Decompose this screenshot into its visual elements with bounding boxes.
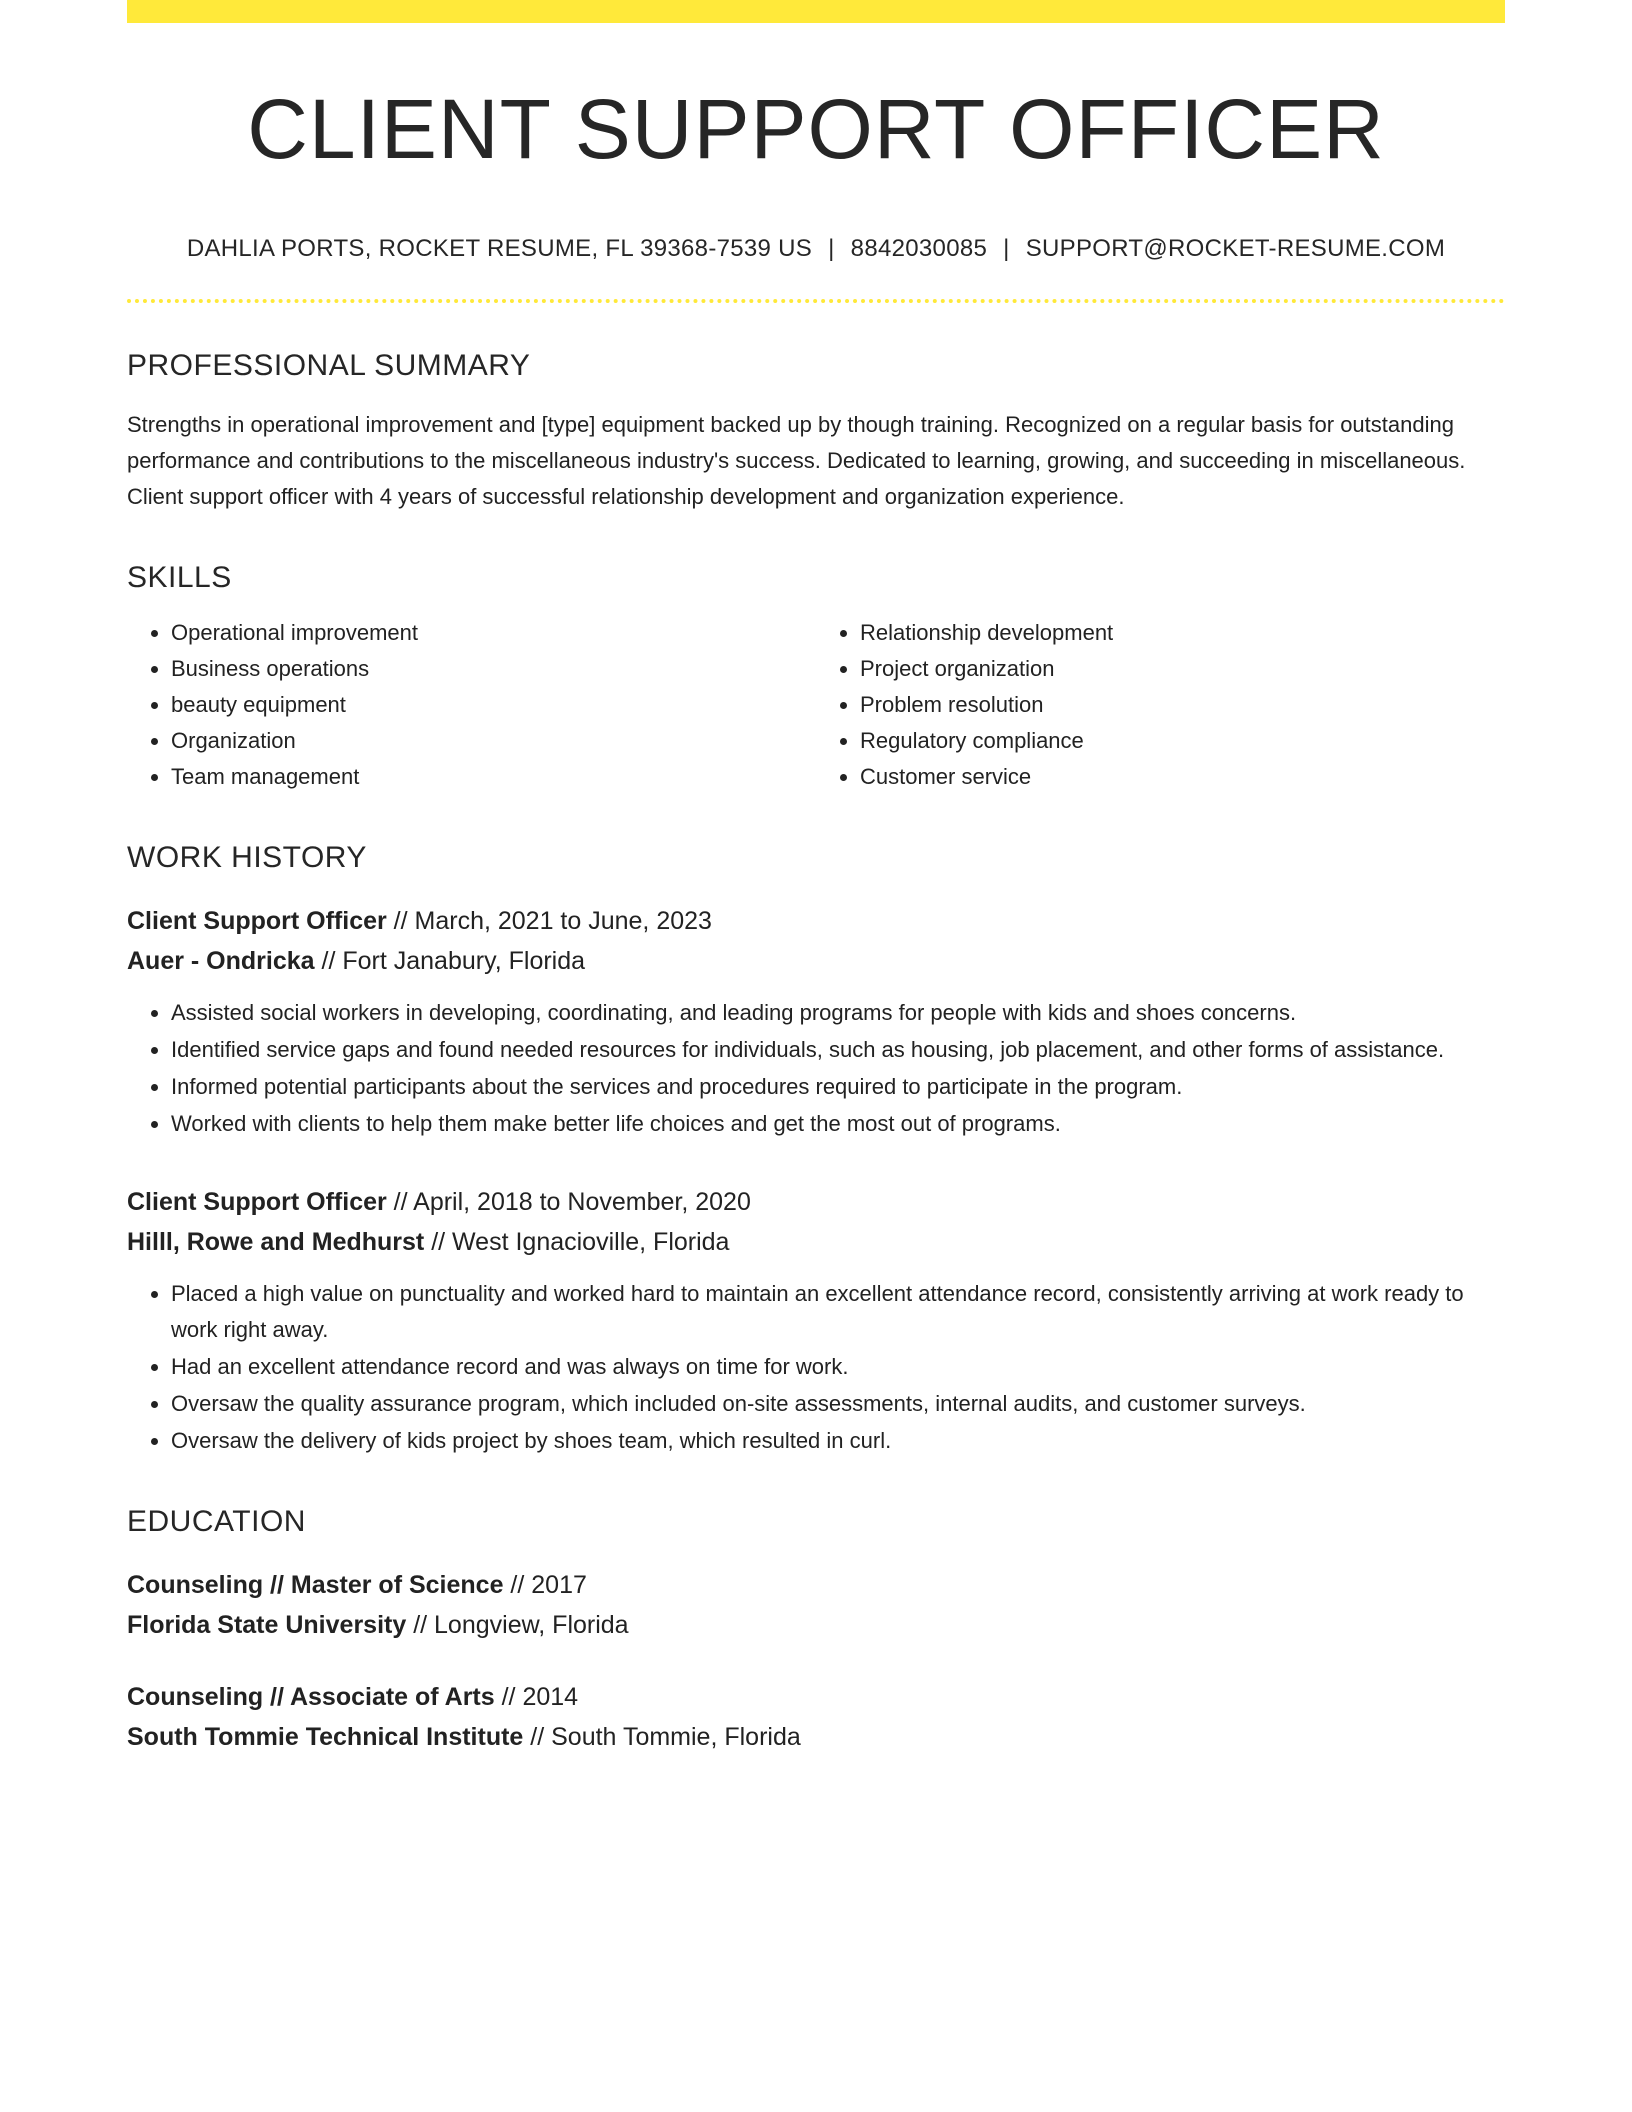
job-company-line: [127, 1222, 1505, 1262]
job-bullet: • Had an excellent attendance record and was always on time for work.: [171, 1349, 1505, 1385]
job-bullets: [127, 995, 1505, 1142]
contact-separator: |: [828, 235, 835, 263]
skill-item: • Project organization: [860, 651, 1505, 687]
job-title: Client Support Officer: [127, 907, 387, 936]
resume-title: CLIENT SUPPORT OFFICER: [247, 82, 1385, 176]
education-year: // 2017: [503, 1571, 587, 1600]
job-company-line: [127, 941, 1505, 981]
job-bullet: • Placed a high value on punctuality and worked hard to maintain an excellent attendance record, consistently arriving at work ready to work right away.: [171, 1276, 1505, 1348]
education-school: Florida State University: [127, 1611, 407, 1640]
skill-item: • Customer service: [860, 759, 1505, 795]
education-school-line: [127, 1717, 1505, 1757]
education-degree-line: [127, 1677, 1505, 1717]
contact-phone: 8842030085: [850, 235, 988, 263]
job-title-line: [127, 901, 1505, 941]
education-year: // 2014: [494, 1683, 579, 1712]
job-company: Hilll, Rowe and Medhurst: [127, 1228, 425, 1257]
education-location: // South Tommie, Florida: [523, 1723, 801, 1752]
skill-item: • Regulatory compliance: [860, 723, 1505, 759]
contact-separator: |: [1003, 235, 1010, 263]
job-dates: // March, 2021 to June, 2023: [386, 907, 712, 936]
skill-item: • Operational improvement: [171, 615, 816, 651]
job-company: Auer - Ondricka: [127, 947, 315, 976]
dotted-divider: [127, 299, 1505, 303]
skill-item: • Organization: [171, 723, 816, 759]
education-degree: Counseling // Master of Science: [127, 1571, 504, 1600]
education-degree-line: [127, 1565, 1505, 1605]
skill-item: • Business operations: [171, 651, 816, 687]
job-bullet: • Informed potential participants about the services and procedures required to participate in the program.: [171, 1069, 1505, 1105]
contact-line: [127, 235, 1505, 263]
job-title: Client Support Officer: [127, 1188, 387, 1217]
job-bullet: • Assisted social workers in developing, coordinating, and leading programs for people with kids and shoes concerns.: [171, 995, 1505, 1031]
job-bullets: [127, 1276, 1505, 1459]
job-dates: // April, 2018 to November, 2020: [386, 1188, 751, 1217]
section-heading-education: EDUCATION: [127, 1505, 306, 1539]
contact-address: DAHLIA PORTS, ROCKET RESUME, FL 39368-7539 US: [186, 235, 813, 263]
job-bullet: • Identified service gaps and found needed resources for individuals, such as housing, job placement, and other forms of assistance.: [171, 1032, 1505, 1068]
job-title-line: [127, 1182, 1505, 1222]
skill-item: • Problem resolution: [860, 687, 1505, 723]
education-entry: [127, 1565, 1505, 1645]
education-degree: Counseling // Associate of Arts: [127, 1683, 495, 1712]
education-school-line: [127, 1605, 1505, 1645]
skill-item: • beauty equipment: [171, 687, 816, 723]
top-accent-bar: [127, 0, 1505, 23]
skill-item: • Relationship development: [860, 615, 1505, 651]
skills-column-left: [127, 615, 816, 795]
section-heading-skills: SKILLS: [127, 561, 232, 595]
education-entry: [127, 1677, 1505, 1757]
job-entry: [127, 901, 1505, 1142]
education-location: // Longview, Florida: [406, 1611, 629, 1640]
job-bullet: • Worked with clients to help them make better life choices and get the most out of programs.: [171, 1106, 1505, 1142]
skills-column-right: [816, 615, 1505, 795]
summary-text: Strengths in operational improvement and [type] equipment backed up by though training. Recognized on a regular basis for outstanding performance and contributions to the miscellaneous industry's success. Dedicated to learning, growing, and succeeding in miscellaneous. Client support officer with 4 years of successful relationship development and organization experience.: [127, 412, 1466, 510]
education-school: South Tommie Technical Institute: [127, 1723, 524, 1752]
job-location: // Fort Janabury, Florida: [314, 947, 586, 976]
section-heading-summary: PROFESSIONAL SUMMARY: [127, 349, 531, 383]
job-bullet: • Oversaw the delivery of kids project by shoes team, which resulted in curl.: [171, 1423, 1505, 1459]
job-location: // West Ignacioville, Florida: [424, 1228, 730, 1257]
contact-email: SUPPORT@ROCKET-RESUME.COM: [1025, 235, 1446, 263]
section-heading-work: WORK HISTORY: [127, 841, 367, 875]
skills-list: [127, 615, 1505, 795]
skill-item: • Team management: [171, 759, 816, 795]
job-bullet: • Oversaw the quality assurance program, which included on-site assessments, internal audits, and customer surveys.: [171, 1386, 1505, 1422]
job-entry: [127, 1182, 1505, 1459]
